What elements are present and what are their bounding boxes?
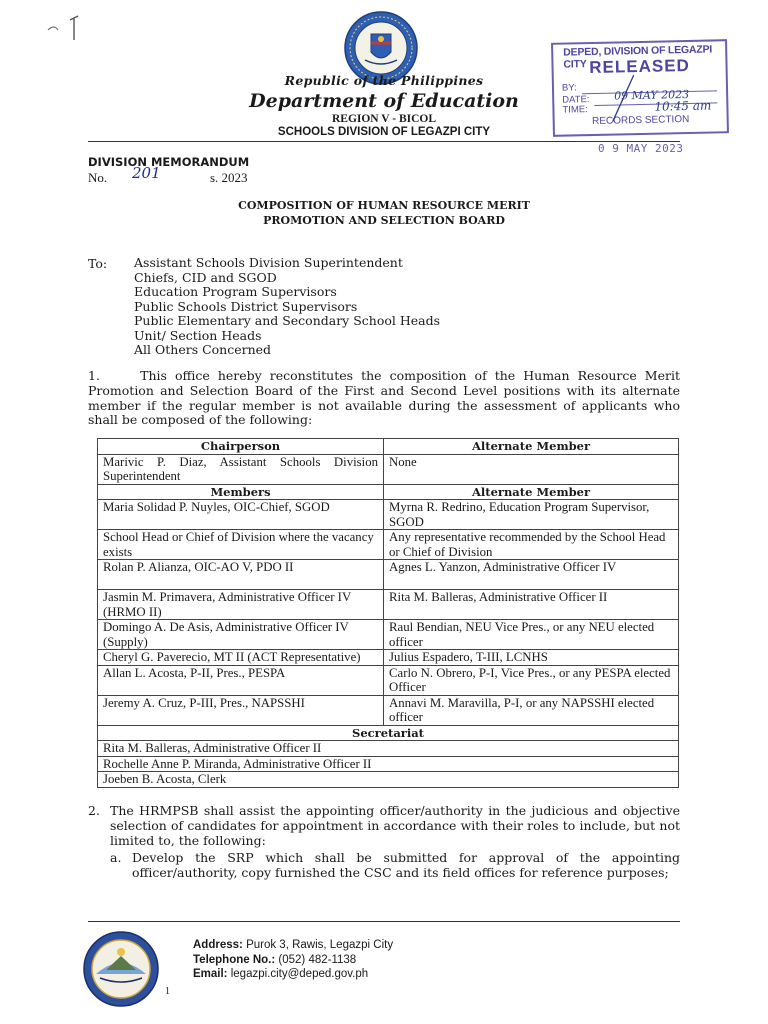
stamp-signature	[604, 73, 645, 124]
members-alternate-header: Alternate Member	[384, 484, 679, 500]
recipient: Chiefs, CID and SGOD	[134, 269, 277, 285]
secretariat-cell: Rochelle Anne P. Miranda, Administrative Officer II	[98, 756, 679, 772]
alternate-cell: Raul Bendian, NEU Vice Pres., or any NEU elected officer	[384, 620, 679, 650]
stamp-by-label: BY:	[561, 82, 577, 94]
stamp-date-value: 09 MAY 2023	[614, 87, 690, 103]
region-heading: REGION V - BICOL	[331, 113, 437, 125]
paragraph-2-text: The HRMPSB shall assist the appointing officer/authority in the judicious and objective selection of candidates for appointment in accordance with their roles to include, but not limited to, the following:	[110, 803, 680, 848]
received-date-stamp: 0 9 MAY 2023	[598, 142, 684, 155]
footer-phone	[193, 953, 393, 968]
page-number: 1	[165, 986, 170, 997]
footer-address	[193, 938, 393, 953]
memo-number-label: No.	[88, 170, 108, 185]
stamp-time-label: TIME:	[562, 104, 588, 116]
recipient: Education Program Supervisors	[134, 284, 337, 299]
chairperson-cell: Marivic P. Diaz, Assistant Schools Division Superintendent	[98, 454, 384, 484]
republic-heading: Republic of the Philippines	[284, 73, 484, 88]
member-cell: Domingo A. De Asis, Administrative Officer IV (Supply)	[98, 620, 384, 650]
secretariat-cell: Rita M. Balleras, Administrative Officer II	[98, 741, 679, 757]
secretariat-header: Secretariat	[98, 725, 679, 741]
hrmpsb-composition-table	[97, 438, 679, 788]
released-stamp	[551, 39, 729, 137]
recipient-list	[134, 256, 440, 358]
subject-line-1: COMPOSITION OF HUMAN RESOURCE MERIT	[238, 199, 530, 212]
table-row	[98, 695, 679, 725]
recipient: Public Schools District Supervisors	[134, 298, 358, 314]
member-cell: School Head or Chief of Division where the vacancy exists	[98, 530, 384, 560]
email-value: legazpi.city@deped.gov.ph	[230, 968, 369, 980]
paragraph-1	[88, 369, 680, 428]
memo-number: 201	[132, 164, 161, 182]
subject-line-2: PROMOTION AND SELECTION BOARD	[263, 214, 505, 227]
table-row	[98, 590, 679, 620]
alternate-header: Alternate Member	[384, 439, 679, 455]
members-header: Members	[98, 484, 384, 500]
margin-scribble	[40, 12, 100, 42]
footer-divider	[88, 921, 680, 922]
member-cell: Cheryl G. Paverecio, MT II (ACT Representative)	[98, 650, 384, 666]
table-row	[98, 530, 679, 560]
division-seal-logo	[82, 930, 160, 1008]
table-row	[98, 772, 679, 788]
memo-title: DIVISION MEMORANDUM	[88, 155, 250, 169]
memo-subject	[88, 198, 680, 228]
alternate-cell: Any representative recommended by the School Head or Chief of Division	[384, 530, 679, 560]
alternate-cell: Julius Espadero, T-III, LCNHS	[384, 650, 679, 666]
stamp-status: RELEASED	[589, 55, 691, 78]
table-row	[98, 741, 679, 757]
recipient: All Others Concerned	[134, 342, 272, 357]
table-row	[98, 650, 679, 666]
stamp-time-value: 10:45 am	[654, 98, 712, 114]
member-cell: Maria Solidad P. Nuyles, OIC-Chief, SGOD	[98, 500, 384, 530]
stamp-section: RECORDS SECTION	[591, 113, 690, 128]
paragraph-2-item-a	[110, 851, 680, 881]
paragraph-1-text: This office hereby reconstitutes the composition of the Human Resource Merit Promotion and Selection Board of the First and Second Level positions with its alternate member if the regular member is not available during the assessment of applicants who shall be composed of the following:	[88, 368, 680, 428]
header-divider	[88, 141, 680, 142]
recipient: Assistant Schools Division Superintendent	[134, 255, 403, 270]
alternate-cell: Myrna R. Redrino, Education Program Supervisor, SGOD	[384, 500, 679, 530]
alternate-cell: Annavi M. Maravilla, P-I, or any NAPSSHI elected officer	[384, 695, 679, 725]
alternate-cell: Rita M. Balleras, Administrative Officer II	[384, 590, 679, 620]
item-a-text: Develop the SRP which shall be submitted for approval of the appointing officer/authority, copy furnished the CSC and its field offices for reference purposes;	[132, 850, 680, 880]
alternate-cell: Agnes L. Yanzon, Administrative Officer IV	[384, 560, 679, 590]
address-label: Address:	[193, 939, 243, 951]
table-header-row	[98, 484, 679, 500]
division-heading: SCHOOLS DIVISION OF LEGAZPI CITY	[277, 126, 491, 138]
table-header-row	[98, 725, 679, 741]
member-cell: Allan L. Acosta, P-II, Pres., PESPA	[98, 665, 384, 695]
recipient: Public Elementary and Secondary School Heads	[134, 313, 441, 328]
table-row	[98, 500, 679, 530]
stamp-office: DEPED, DIVISION OF LEGAZPI CITY	[563, 43, 713, 71]
secretariat-cell: Joeben B. Acosta, Clerk	[98, 772, 679, 788]
footer-email	[193, 967, 393, 982]
address-value: Purok 3, Rawis, Legazpi City	[246, 939, 394, 951]
chairperson-header: Chairperson	[98, 439, 384, 455]
table-row	[98, 620, 679, 650]
table-row	[98, 756, 679, 772]
phone-value: (052) 482-1138	[278, 953, 357, 966]
recipient: Unit/ Section Heads	[134, 327, 262, 343]
memo-series: s. 2023	[210, 170, 248, 185]
member-cell: Rolan P. Alianza, OIC-AO V, PDO II	[98, 560, 384, 590]
member-cell: Jasmin M. Primavera, Administrative Officer IV (HRMO II)	[98, 590, 384, 620]
member-cell: Jeremy A. Cruz, P-III, Pres., NAPSSHI	[98, 695, 384, 725]
footer-contact	[193, 938, 393, 982]
paragraph-2-number: 2.	[88, 803, 100, 818]
paragraph-1-number: 1.	[88, 368, 100, 383]
to-label: To:	[88, 256, 108, 271]
table-row	[98, 665, 679, 695]
item-a-label: a.	[110, 850, 122, 865]
phone-label: Telephone No.:	[193, 953, 276, 966]
stamp-date-label: DATE:	[562, 94, 590, 106]
email-label: Email:	[193, 968, 228, 980]
table-row	[98, 560, 679, 590]
alternate-cell: Carlo N. Obrero, P-I, Vice Pres., or any PESPA elected Officer	[384, 665, 679, 695]
department-heading: Department of Education	[249, 90, 519, 112]
paragraph-2	[88, 804, 680, 848]
table-row	[98, 454, 679, 484]
table-header-row	[98, 439, 679, 455]
chairperson-alternate-cell: None	[384, 454, 679, 484]
